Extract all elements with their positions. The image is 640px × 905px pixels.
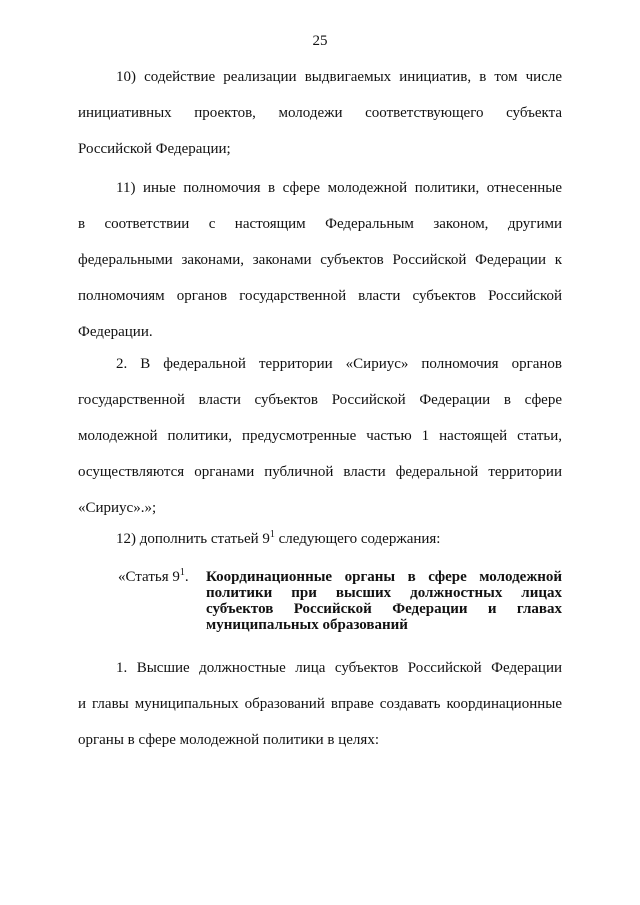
text-line: государственной власти субъектов Российской Федерации в сфере bbox=[78, 392, 562, 408]
article-title bbox=[206, 569, 562, 633]
text-line: 10) содействие реализации выдвигаемых инициатив, в том числе bbox=[116, 69, 562, 85]
text-line: инициативных проектов, молодежи соответствующего субъекта bbox=[78, 105, 562, 121]
article-label-dot: . bbox=[184, 569, 189, 585]
text-line: 2. В федеральной территории «Сириус» полномочия органов bbox=[116, 356, 562, 372]
text-line: в соответствии с настоящим Федеральным законом, другими bbox=[78, 216, 562, 232]
text-line: осуществляются органами публичной власти федеральной территории bbox=[78, 464, 562, 480]
title-line: субъектов Российской Федерации и главах bbox=[206, 601, 562, 617]
paragraph-part-2 bbox=[78, 354, 562, 518]
title-line: Координационные органы в сфере молодежной bbox=[206, 569, 562, 585]
text-line: 1. Высшие должностные лица субъектов Российской Федерации bbox=[116, 660, 562, 676]
superscript: 1 bbox=[269, 529, 275, 540]
text-line bbox=[78, 529, 562, 549]
page-number: 25 bbox=[312, 33, 328, 49]
title-line: политики при высших должностных лицах bbox=[206, 585, 562, 601]
text-line: Российской Федерации; bbox=[78, 141, 231, 157]
title-line: муниципальных образований bbox=[206, 617, 408, 633]
paragraph-item-10 bbox=[78, 67, 562, 159]
superscript: 1 bbox=[179, 567, 185, 578]
text-line: федеральными законами, законами субъектов Российской Федерации к bbox=[78, 252, 562, 268]
text-line: полномочиям органов государственной власти субъектов Российской bbox=[78, 288, 562, 304]
text-line: молодежной политики, предусмотренные частью 1 настоящей статьи, bbox=[78, 428, 562, 444]
text-line: и главы муниципальных образований вправе создавать координационные bbox=[78, 696, 562, 712]
paragraph-article-part-1 bbox=[78, 658, 562, 750]
article-label-text: «Статья 9 bbox=[118, 569, 180, 585]
text-line: органы в сфере молодежной политики в целях: bbox=[78, 732, 379, 748]
paragraph-item-12 bbox=[78, 529, 562, 549]
text-line: 11) иные полномочия в сфере молодежной политики, отнесенные bbox=[116, 180, 562, 196]
text-line: «Сириус».»; bbox=[78, 500, 157, 516]
text-line: Федерации. bbox=[78, 324, 153, 340]
paragraph-item-11 bbox=[78, 178, 562, 342]
item-12-text-end: следующего содержания: bbox=[274, 531, 441, 547]
item-12-text: 12) дополнить статьей 9 bbox=[116, 531, 270, 547]
article-label bbox=[118, 569, 189, 585]
